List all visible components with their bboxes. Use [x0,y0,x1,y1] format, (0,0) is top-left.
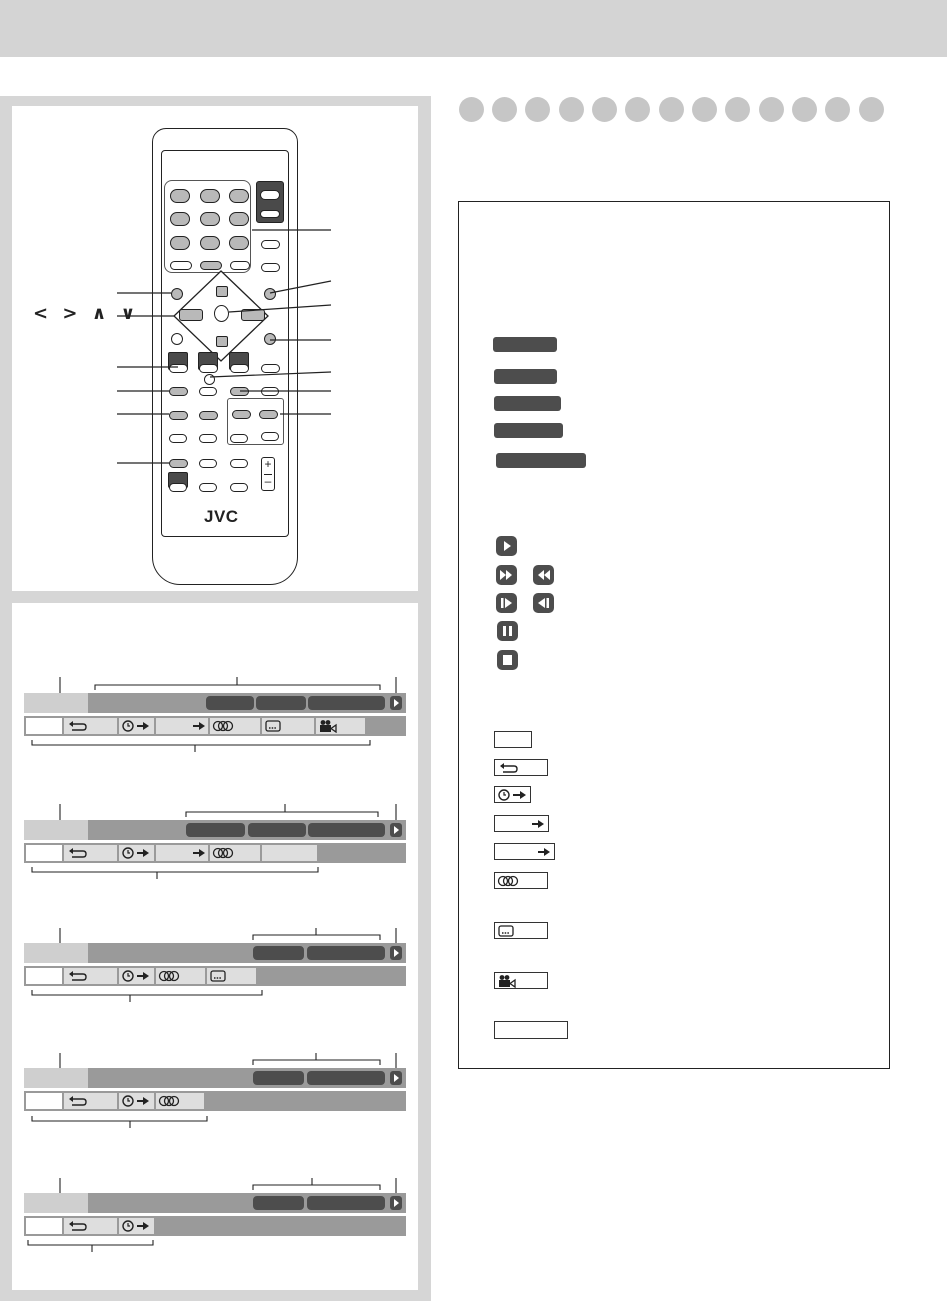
brand-logo: JVC [204,507,239,526]
volume-minus-label: – [264,474,272,488]
volume-plus-label: + [264,457,272,471]
cursor-symbols-label: < > ∧ ∨ [33,303,140,324]
